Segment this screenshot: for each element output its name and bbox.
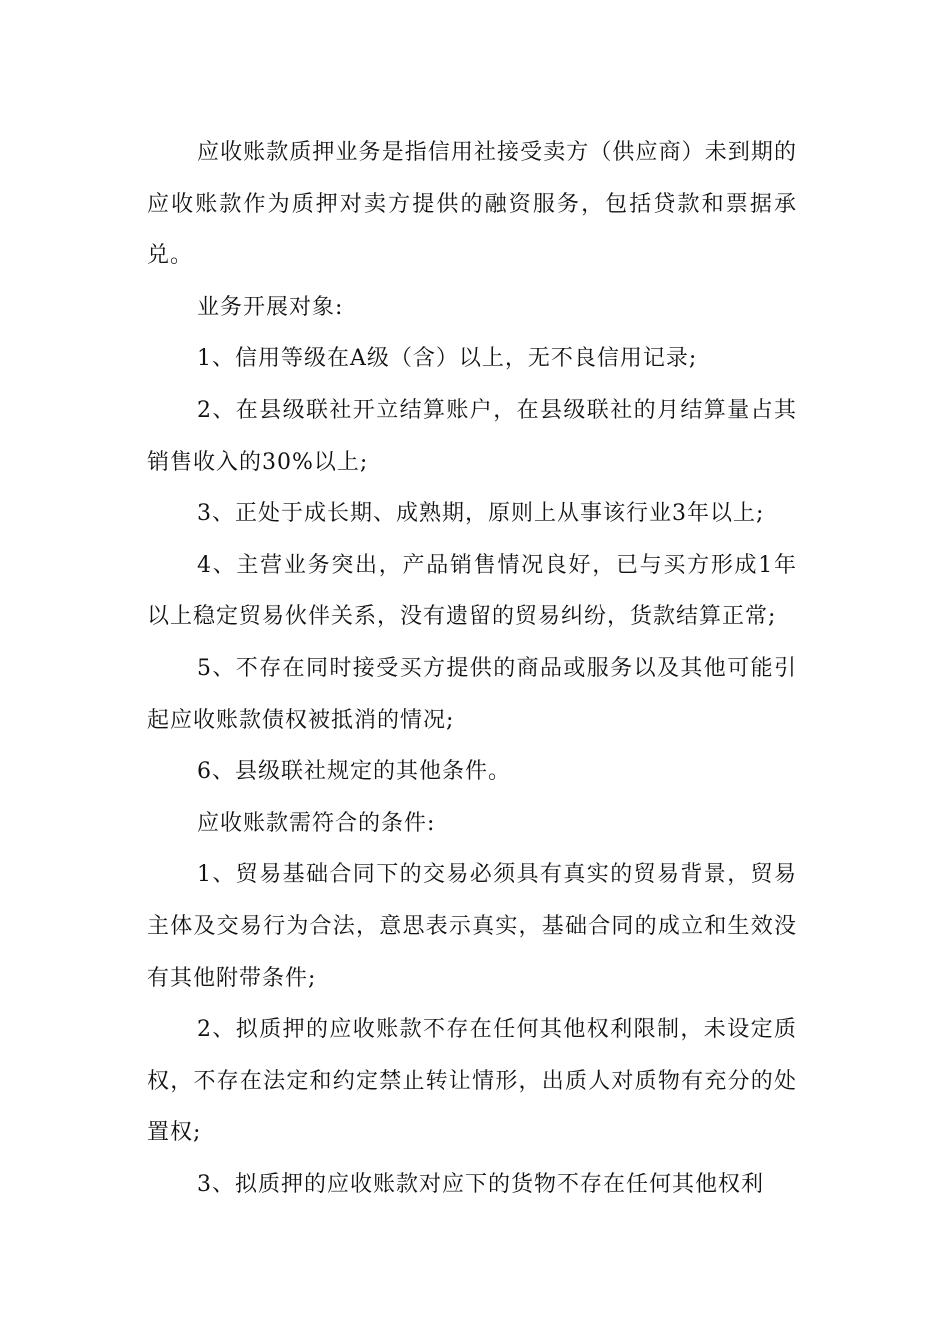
list-item: 3、拟质押的应收账款对应下的货物不存在任何其他权利 [197, 1171, 764, 1197]
heading-business-targets: 业务开展对象: [197, 294, 344, 320]
list-item: 3、正处于成长期、成熟期，原则上从事该行业3年以上; [197, 501, 765, 527]
list-item: 2、在县级联社开立结算账户，在县级联社的月结算量占其销售收入的30%以上; [147, 397, 797, 475]
paragraph-intro: 应收账款质押业务是指信用社接受卖方（供应商）未到期的应收账款作为质押对卖方提供的融资服务，包括贷款和票据承兑。 [147, 140, 797, 269]
list-item: 6、县级联社规定的其他条件。 [197, 759, 511, 785]
list-item: 2、拟质押的应收账款不存在任何其他权利限制，未设定质权，不存在法定和约定禁止转让情形，出质人对质物有充分的处置权; [147, 1017, 797, 1146]
list-item: 1、贸易基础合同下的交易必须具有真实的贸易背景，贸易主体及交易行为合法，意思表示真实，基础合同的成立和生效没有其他附带条件; [147, 862, 797, 991]
heading-receivables-conditions: 应收账款需符合的条件: [197, 810, 436, 836]
list-item: 1、信用等级在A级（含）以上，无不良信用记录; [197, 346, 698, 372]
list-item: 4、主营业务突出，产品销售情况良好，已与买方形成1年以上稳定贸易伙伴关系，没有遗留的贸易纠纷，货款结算正常; [147, 552, 797, 630]
document-body [147, 127, 797, 1210]
list-item: 5、不存在同时接受买方提供的商品或服务以及其他可能引起应收账款债权被抵消的情况; [147, 655, 797, 733]
